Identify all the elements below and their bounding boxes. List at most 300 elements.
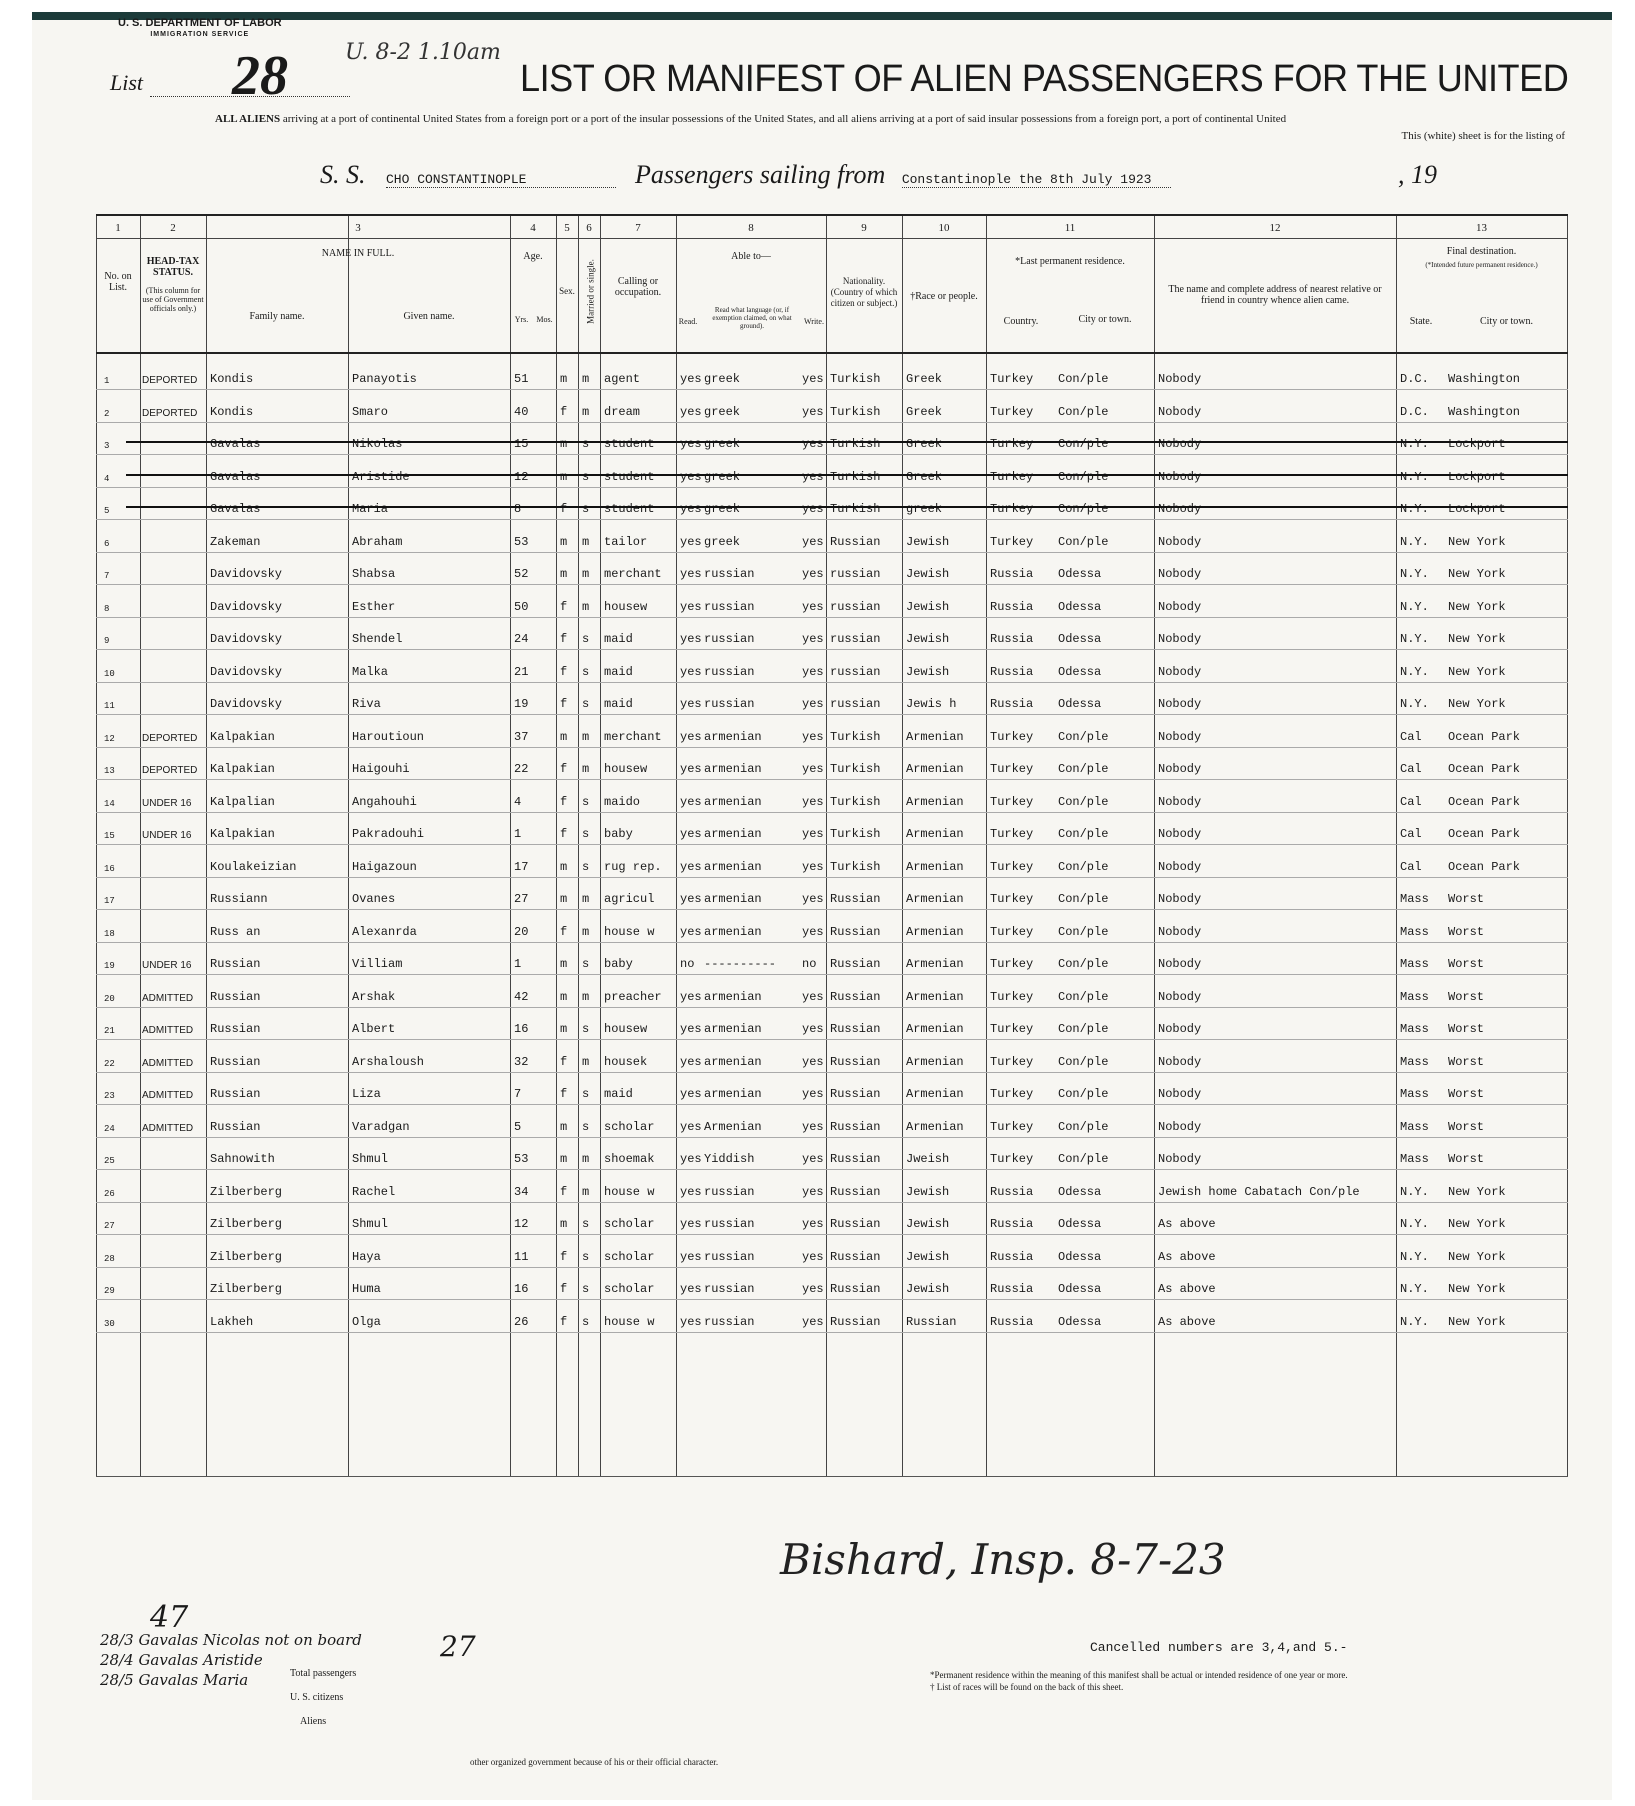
cell-status: UNDER 16 (142, 960, 192, 971)
cell-race: Jewish (906, 567, 950, 581)
cell-city: Con/ple (1058, 957, 1109, 971)
cell-family: Kalpakian (210, 729, 275, 744)
cell-rel: Nobody (1158, 372, 1202, 386)
cell-race: Jewish (906, 632, 950, 646)
cell-state: N.Y. (1400, 664, 1429, 679)
cell-dcity: Washington (1448, 404, 1521, 419)
header-mos: Mos. (536, 315, 553, 324)
cell-sex: m (560, 469, 568, 484)
cell-rel: Nobody (1158, 1022, 1202, 1036)
cell-age: 22 (514, 762, 529, 776)
cell-occ: rug rep. (604, 859, 662, 874)
cell-family: Davidovsky (210, 697, 283, 711)
header-race: †Race or people. (910, 291, 978, 302)
cell-state: N.Y. (1400, 437, 1429, 451)
table-row (96, 1138, 1568, 1170)
cell-sex: m (560, 1152, 568, 1166)
header-nationality: Nationality. (Country of which citizen or subject.) (830, 276, 898, 308)
cell-write: yes (802, 1217, 824, 1231)
cell-occ: scholar (604, 1217, 655, 1231)
cell-age: 8 (514, 502, 522, 516)
cell-write: yes (802, 859, 824, 874)
service-name: IMMIGRATION SERVICE (150, 31, 250, 38)
footer-hand-line: 28/4 Gavalas Aristide (100, 1651, 263, 1669)
cell-given: Nikolas (352, 437, 403, 451)
cell-lang: russian (704, 697, 755, 711)
cell-country: Turkey (990, 892, 1034, 906)
cell-lang: armenian (704, 859, 762, 874)
header-family-name: Family name. (249, 311, 305, 322)
cell-occ: dream (604, 404, 641, 419)
cell-given: Haroutioun (352, 729, 425, 744)
cell-ms: m (582, 567, 590, 581)
cell-sex: m (560, 372, 568, 386)
cell-age: 1 (514, 827, 522, 841)
cell-lang: armenian (704, 1022, 762, 1036)
cell-write: yes (802, 762, 824, 776)
header-yrs: Yrs. (514, 315, 529, 324)
table-row (96, 846, 1568, 878)
cell-given: Liza (352, 1087, 381, 1101)
cell-sex: f (560, 1054, 568, 1069)
cell-read: yes (680, 1184, 702, 1199)
cell-nat: Russian (830, 989, 881, 1004)
cell-write: yes (802, 1087, 824, 1101)
cell-city: Con/ple (1058, 924, 1109, 939)
cell-city: Odessa (1058, 567, 1102, 581)
cell-city: Odessa (1058, 697, 1102, 711)
cell-family: Zilberberg (210, 1217, 283, 1231)
cell-occ: baby (604, 827, 633, 841)
cell-sex: f (560, 762, 568, 776)
cell-country: Russia (990, 664, 1034, 679)
colnum: 9 (861, 222, 867, 234)
cell-lang: greek (704, 437, 741, 451)
cell-family: Koulakeizian (210, 859, 297, 874)
cell-race: Russian (906, 1314, 957, 1329)
header-no-on-list: No. on List. (104, 271, 132, 293)
cell-write: yes (802, 989, 824, 1004)
cell-read: yes (680, 924, 702, 939)
cell-occ: housek (604, 1054, 648, 1069)
cell-age: 19 (514, 697, 529, 711)
cell-family: Lakheh (210, 1314, 254, 1329)
cell-dcity: New York (1448, 1217, 1506, 1231)
cell-city: Con/ple (1058, 372, 1109, 386)
cell-ms: m (582, 1054, 590, 1069)
cell-state: D.C. (1400, 404, 1429, 419)
strike-through-line (126, 506, 1568, 508)
cell-lang: Yiddish (704, 1152, 755, 1166)
cell-race: Jewish (906, 1217, 950, 1231)
cell-city: Con/ple (1058, 1119, 1109, 1134)
cell-occ: house w (604, 1184, 655, 1199)
cell-sex: m (560, 989, 568, 1004)
cell-ms: s (582, 1217, 590, 1231)
header-given-name: Given name. (403, 311, 455, 322)
cell-given: Smaro (352, 404, 389, 419)
cell-city: Con/ple (1058, 1054, 1109, 1069)
cell-sex: m (560, 1217, 568, 1231)
cell-read: yes (680, 1314, 702, 1329)
cell-city: Odessa (1058, 1282, 1102, 1296)
cell-nat: russian (830, 567, 881, 581)
cell-dcity: New York (1448, 599, 1506, 614)
sailing-label: Passengers sailing from (634, 160, 886, 189)
cell-age: 16 (514, 1022, 529, 1036)
cell-sex: f (560, 794, 568, 809)
cell-family: Gavalas (210, 502, 261, 516)
cell-country: Turkey (990, 762, 1034, 776)
cell-write: yes (802, 827, 824, 841)
cell-write: yes (802, 502, 824, 516)
cell-read: yes (680, 794, 702, 809)
table-row (96, 911, 1568, 943)
header-sex: Sex. (559, 286, 575, 296)
cell-dcity: Worst (1448, 1087, 1485, 1101)
header-final-destination-note: (*Intended future permanent residence.) (1425, 261, 1538, 269)
footer-hand-line: 28/3 Gavalas Nicolas not on board (100, 1631, 362, 1649)
colnum: 13 (1476, 222, 1487, 234)
cell-ms: s (582, 1022, 590, 1036)
cell-race: Armenian (906, 892, 964, 906)
cell-country: Turkey (990, 1152, 1034, 1166)
cell-state: N.Y. (1400, 1249, 1429, 1264)
table-row (96, 1171, 1568, 1203)
cell-state: Cal (1400, 762, 1422, 776)
cell-race: Jewish (906, 1282, 950, 1296)
cell-race: greek (906, 502, 943, 516)
cell-given: Pakradouhi (352, 827, 425, 841)
cell-lang: greek (704, 372, 741, 386)
cell-no: 15 (104, 831, 115, 841)
cell-lang: armenian (704, 1087, 762, 1101)
cell-lang: greek (704, 469, 741, 484)
cell-family: Davidovsky (210, 632, 283, 646)
cell-country: Turkey (990, 859, 1034, 874)
cell-rel: Nobody (1158, 534, 1202, 549)
cell-ms: m (582, 1184, 590, 1199)
cell-dcity: Worst (1448, 1119, 1485, 1134)
cell-lang: greek (704, 502, 741, 516)
cell-city: Odessa (1058, 1217, 1102, 1231)
cell-dcity: New York (1448, 632, 1506, 646)
cell-no: 9 (104, 636, 110, 646)
cell-no: 12 (104, 733, 115, 744)
cell-occ: scholar (604, 1249, 655, 1264)
table-row (96, 943, 1568, 975)
cell-ms: s (582, 859, 590, 874)
cell-race: Armenian (906, 827, 964, 841)
intro-tail: This (white) sheet is for the listing of (1401, 130, 1565, 142)
cell-family: Russ an (210, 924, 261, 939)
manifest-footer (100, 1630, 1570, 1770)
cell-family: Zakeman (210, 534, 261, 549)
cell-race: Greek (906, 372, 943, 386)
cell-ms: s (582, 1087, 590, 1101)
cell-family: Russian (210, 989, 261, 1004)
cell-ms: s (582, 794, 590, 809)
cell-nat: Turkish (830, 437, 881, 451)
cell-ms: s (582, 697, 590, 711)
cell-state: N.Y. (1400, 1282, 1429, 1296)
cell-occ: house w (604, 1314, 655, 1329)
cell-read: yes (680, 827, 702, 841)
cell-city: Con/ple (1058, 762, 1109, 776)
cell-rel: Nobody (1158, 827, 1202, 841)
cell-country: Turkey (990, 957, 1034, 971)
cell-occ: preacher (604, 989, 662, 1004)
cell-state: N.Y. (1400, 1184, 1429, 1199)
cell-read: yes (680, 1152, 702, 1166)
cell-country: Russia (990, 567, 1034, 581)
cell-read: yes (680, 729, 702, 744)
cell-dcity: Lockport (1448, 502, 1506, 516)
cell-city: Con/ple (1058, 437, 1109, 451)
cell-city: Odessa (1058, 1184, 1102, 1199)
cell-state: Mass (1400, 892, 1429, 906)
table-row (96, 521, 1568, 553)
cell-state: Cal (1400, 729, 1422, 744)
cell-age: 11 (514, 1249, 529, 1264)
cell-country: Turkey (990, 534, 1034, 549)
cell-race: Jewish (906, 1249, 950, 1264)
cell-nat: Russian (830, 924, 881, 939)
header-bottom-line (96, 352, 1568, 354)
row-line (96, 1332, 1568, 1333)
colnum: 1 (115, 222, 121, 234)
cell-rel: Nobody (1158, 567, 1202, 581)
cell-dcity: Worst (1448, 1022, 1485, 1036)
cell-family: Kalpalian (210, 794, 275, 809)
cell-state: Mass (1400, 1022, 1429, 1036)
cell-state: N.Y. (1400, 599, 1429, 614)
cell-write: yes (802, 437, 824, 451)
table-row (96, 488, 1568, 520)
cell-ms: m (582, 729, 590, 744)
cell-age: 12 (514, 1217, 529, 1231)
strike-through-line (126, 441, 1568, 443)
cell-age: 40 (514, 404, 529, 419)
cell-country: Russia (990, 1217, 1034, 1231)
cell-age: 32 (514, 1054, 529, 1069)
footer-hand-line: 28/5 Gavalas Maria (100, 1671, 249, 1689)
cell-no: 26 (104, 1188, 115, 1199)
cell-city: Con/ple (1058, 729, 1109, 744)
table-row (96, 456, 1568, 488)
cell-nat: russian (830, 697, 881, 711)
cell-rel: Nobody (1158, 957, 1202, 971)
total-passengers-label: Total passengers (290, 1668, 357, 1679)
cell-dcity: Ocean Park (1448, 729, 1521, 744)
cell-lang: armenian (704, 762, 762, 776)
cell-given: Huma (352, 1282, 381, 1296)
cell-city: Con/ple (1058, 1152, 1109, 1166)
cell-ms: m (582, 989, 590, 1004)
cell-rel: Nobody (1158, 1054, 1202, 1069)
cell-occ: student (604, 437, 655, 451)
cell-family: Kalpakian (210, 762, 275, 776)
cell-no: 27 (104, 1221, 115, 1231)
cell-occ: house w (604, 924, 655, 939)
header-dest-city: City or town. (1479, 316, 1534, 327)
cell-age: 21 (514, 664, 529, 679)
cell-no: 14 (104, 798, 115, 809)
cell-sex: m (560, 957, 568, 971)
cell-state: Mass (1400, 957, 1429, 971)
cell-write: yes (802, 697, 824, 711)
cell-dcity: Ocean Park (1448, 762, 1521, 776)
cell-status: ADMITTED (142, 1122, 194, 1134)
cell-family: Russian (210, 1087, 261, 1101)
cell-age: 37 (514, 729, 529, 744)
cell-age: 27 (514, 892, 529, 906)
cell-status: DEPORTED (142, 765, 198, 776)
cell-no: 21 (104, 1026, 115, 1036)
cell-nat: Turkish (830, 502, 881, 516)
cell-write: yes (802, 794, 824, 809)
table-row (96, 1073, 1568, 1105)
header-final-destination: Final destination. (1446, 246, 1517, 257)
cell-occ: housew (604, 1022, 648, 1036)
header-write: Write. (804, 317, 824, 326)
cell-nat: Russian (830, 534, 881, 549)
cell-read: yes (680, 892, 702, 906)
table-row (96, 423, 1568, 455)
cell-write: yes (802, 599, 824, 614)
cell-no: 30 (104, 1318, 115, 1329)
cell-read: yes (680, 469, 702, 484)
cell-write: yes (802, 1054, 824, 1069)
cell-given: Angahouhi (352, 794, 417, 809)
cell-lang: russian (704, 1314, 755, 1329)
cell-given: Haya (352, 1249, 381, 1264)
cell-write: yes (802, 1152, 824, 1166)
cell-ms: m (582, 1152, 590, 1166)
cell-state: N.Y. (1400, 534, 1429, 549)
cell-dcity: New York (1448, 534, 1506, 549)
cell-nat: Russian (830, 1249, 881, 1264)
cell-age: 1 (514, 957, 522, 971)
cell-dcity: New York (1448, 1184, 1506, 1199)
cell-occ: maid (604, 697, 633, 711)
cell-sex: f (560, 502, 568, 516)
cell-race: Armenian (906, 729, 964, 744)
cell-race: Jweish (906, 1152, 950, 1166)
cell-rel: As above (1158, 1217, 1216, 1231)
cell-city: Odessa (1058, 1249, 1102, 1264)
table-row (96, 586, 1568, 618)
colnum: 10 (938, 222, 950, 234)
cell-race: Armenian (906, 762, 964, 776)
cell-nat: Turkish (830, 469, 881, 484)
cell-state: N.Y. (1400, 632, 1429, 646)
cell-family: Russian (210, 1119, 261, 1134)
table-row (96, 781, 1568, 813)
cell-ms: s (582, 664, 590, 679)
cell-race: Greek (906, 469, 943, 484)
cell-write: yes (802, 664, 824, 679)
header-read: Read. (678, 317, 698, 326)
cell-sex: f (560, 599, 568, 614)
cell-given: Ovanes (352, 892, 396, 906)
cell-read: yes (680, 1249, 702, 1264)
footnote-races: † List of races will be found on the back of this sheet. (930, 1682, 1124, 1692)
cell-country: Turkey (990, 404, 1034, 419)
cell-occ: student (604, 502, 655, 516)
cell-race: Jewish (906, 664, 950, 679)
cell-read: yes (680, 1054, 702, 1069)
header-head-tax: HEAD-TAX STATUS. (146, 256, 200, 278)
cell-nat: Russian (830, 1217, 881, 1231)
colnum: 6 (586, 222, 592, 234)
cell-read: yes (680, 632, 702, 646)
cell-race: Greek (906, 404, 943, 419)
table-row (96, 878, 1568, 910)
cell-family: Davidovsky (210, 567, 283, 581)
cell-rel: Nobody (1158, 664, 1202, 679)
cell-age: 4 (514, 794, 522, 809)
cell-nat: Russian (830, 1022, 881, 1036)
cell-dcity: Ocean Park (1448, 859, 1521, 874)
aliens-label: Aliens (300, 1716, 327, 1727)
list-label: List (110, 70, 144, 95)
cell-country: Russia (990, 1184, 1034, 1199)
cell-occ: tailor (604, 534, 648, 549)
cell-rel: Nobody (1158, 859, 1202, 874)
colnum: 12 (1269, 222, 1281, 234)
cell-no: 29 (104, 1286, 115, 1296)
cell-country: Russia (990, 1314, 1034, 1329)
cell-sex: f (560, 664, 568, 679)
cell-nat: Russian (830, 1152, 881, 1166)
cell-occ: agricul (604, 892, 655, 906)
cell-state: Mass (1400, 924, 1429, 939)
cell-rel: Nobody (1158, 1152, 1202, 1166)
cell-given: Aristide (352, 469, 410, 484)
cell-sex: m (560, 437, 568, 451)
colnum: 4 (530, 222, 536, 234)
cell-country: Russia (990, 1282, 1034, 1296)
cell-ms: m (582, 924, 590, 939)
table-row (96, 813, 1568, 845)
cell-no: 11 (104, 701, 115, 711)
cell-country: Turkey (990, 794, 1034, 809)
cell-age: 20 (514, 924, 529, 939)
cell-ms: m (582, 892, 590, 906)
cell-sex: f (560, 1184, 568, 1199)
cell-country: Turkey (990, 502, 1034, 516)
header-city: City or town. (1078, 314, 1132, 325)
table-row (96, 618, 1568, 650)
cell-nat: Russian (830, 1087, 881, 1101)
cell-read: yes (680, 859, 702, 874)
cell-state: Mass (1400, 1119, 1429, 1134)
cell-age: 53 (514, 1152, 529, 1166)
cell-rel: Nobody (1158, 729, 1202, 744)
cell-rel: Nobody (1158, 794, 1202, 809)
cell-no: 1 (104, 376, 110, 386)
cell-rel: Nobody (1158, 892, 1202, 906)
us-citizens-label: U. S. citizens (290, 1692, 344, 1703)
cell-nat: Russian (830, 892, 881, 906)
cell-given: Esther (352, 599, 396, 614)
footer-handwritten-list (100, 1630, 362, 1690)
cell-given: Arshak (352, 989, 396, 1004)
cell-lang: armenian (704, 924, 762, 939)
cell-family: Zilberberg (210, 1249, 283, 1264)
cell-family: Kondis (210, 404, 254, 419)
